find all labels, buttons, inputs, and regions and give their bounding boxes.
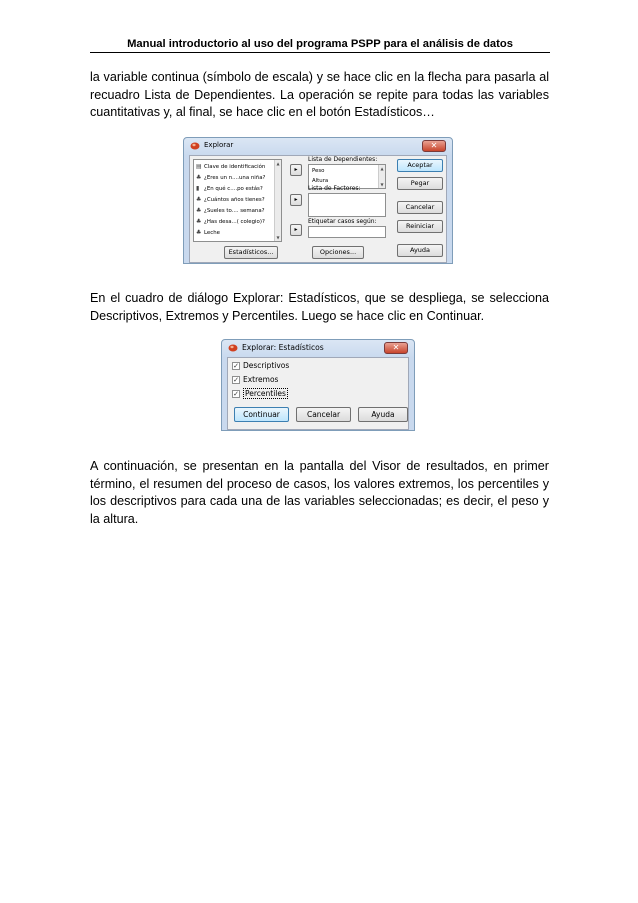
reset-button[interactable]: Reiniciar	[397, 220, 443, 233]
variable-label: ¿Cuántos años tienes?	[204, 197, 265, 203]
stats-title: Explorar: Estadísticos	[242, 343, 324, 352]
variable-list-item[interactable]	[196, 195, 265, 204]
statistics-button[interactable]: Estadísticos...	[224, 246, 278, 259]
explorar-title: Explorar	[204, 141, 234, 149]
dependents-scrollbar[interactable]	[378, 165, 385, 188]
variable-list-item[interactable]	[196, 228, 220, 237]
factors-list[interactable]	[308, 193, 386, 217]
nominal-icon: ♣	[196, 196, 202, 203]
cancel-button[interactable]: Cancelar	[397, 201, 443, 214]
variable-list-item[interactable]	[196, 217, 265, 226]
continue-button[interactable]: Continuar	[234, 407, 289, 422]
extremos-checkbox[interactable]: ✓	[233, 376, 239, 384]
variable-label: ¿Eres un n....una niña?	[204, 175, 266, 181]
variable-label: ¿En qué c....po estás?	[204, 186, 263, 192]
explorar-titlebar	[184, 138, 452, 155]
dependents-label	[308, 156, 377, 163]
scroll-down-icon[interactable]: ▼	[380, 182, 384, 187]
dependents-label-text: Lista de Dependientes:	[308, 156, 378, 163]
pspp-app-icon	[228, 344, 238, 352]
stats-titlebar	[222, 340, 414, 357]
factors-label: Lista de Factores:	[308, 185, 361, 192]
variable-list-item[interactable]	[196, 162, 265, 171]
scroll-up-icon[interactable]: ▲	[276, 161, 280, 166]
explorar-dialog	[183, 137, 453, 264]
percentiles-option[interactable]	[232, 388, 288, 400]
percentiles-label: Percentiles	[245, 389, 286, 398]
variable-list[interactable]	[193, 159, 282, 242]
variable-list-item[interactable]	[196, 206, 265, 215]
descriptivos-option[interactable]	[232, 360, 289, 372]
page-header: Manual introductorio al uso del programa PSPP para el análisis de datos	[127, 38, 513, 50]
stats-client	[227, 357, 409, 430]
label-cases-label: Etiquetar casos según:	[308, 218, 377, 225]
paragraph-1: la variable continua (símbolo de escala) y se hace clic en la flecha para pasarla al recuadro Lista de Dependientes. La operación se repite para todas las variables cuantitativas y, al final, se hace clic en el botón Estadísticos…	[90, 70, 549, 119]
stats-dialog	[221, 339, 415, 431]
descriptivos-checkbox[interactable]: ✓	[233, 362, 239, 370]
nominal-icon: ♣	[196, 207, 202, 214]
paragraph-3: A continuación, se presentan en la pantalla del Visor de resultados, en primer término, el resumen del proceso de casos, los valores extremos, los percentiles y los descriptivos para cada una de las variables seleccionadas; es decir, el peso y la altura.	[90, 459, 549, 526]
cancel-button[interactable]: Cancelar	[296, 407, 351, 422]
options-button[interactable]: Opciones...	[312, 246, 364, 259]
accept-button[interactable]: Aceptar	[397, 159, 443, 172]
nominal-icon: ♣	[196, 229, 202, 236]
dependent-item-altura[interactable]: Altura	[312, 178, 329, 184]
scroll-down-icon[interactable]: ▼	[276, 235, 280, 240]
dependent-item-peso[interactable]: Peso	[312, 168, 325, 174]
header-rule	[90, 52, 550, 53]
variable-label: ¿Sueles to.... semana?	[204, 208, 265, 214]
variable-label: ¿Has desa...( colegio)?	[204, 219, 265, 225]
variable-label: Leche	[204, 230, 220, 236]
pspp-app-icon	[190, 142, 200, 150]
close-icon[interactable]: ✕	[384, 342, 408, 354]
help-button[interactable]: Ayuda	[397, 244, 443, 257]
variable-list-item[interactable]	[196, 184, 263, 193]
help-button[interactable]: Ayuda	[358, 407, 408, 422]
variable-list-scrollbar[interactable]	[274, 160, 281, 241]
move-to-dependents-arrow-icon[interactable]: ▸	[290, 164, 302, 176]
nominal-icon: ♣	[196, 218, 202, 225]
nominal-icon: ▤	[196, 163, 202, 170]
paragraph-2: En el cuadro de diálogo Explorar: Estadísticos, que se despliega, se selecciona Descriptivos, Extremos y Percentiles. Luego se hace clic en Continuar.	[90, 291, 549, 323]
scroll-up-icon[interactable]: ▲	[380, 166, 384, 171]
variable-list-item[interactable]	[196, 173, 265, 182]
move-to-factors-arrow-icon[interactable]: ▸	[290, 194, 302, 206]
nominal-icon: ♣	[196, 174, 202, 181]
label-cases-field[interactable]	[308, 226, 386, 238]
percentiles-checkbox[interactable]: ✓	[233, 390, 239, 398]
move-to-labels-arrow-icon[interactable]: ▸	[290, 224, 302, 236]
extremos-option[interactable]	[232, 374, 278, 386]
extremos-label: Extremos	[243, 375, 279, 384]
close-icon[interactable]: ✕	[422, 140, 446, 152]
descriptivos-label: Descriptivos	[243, 361, 290, 370]
explorar-client	[189, 155, 447, 263]
paste-button[interactable]: Pegar	[397, 177, 443, 190]
variable-label: Clave de identificación	[204, 164, 266, 170]
ordinal-icon: ▮	[196, 185, 200, 192]
